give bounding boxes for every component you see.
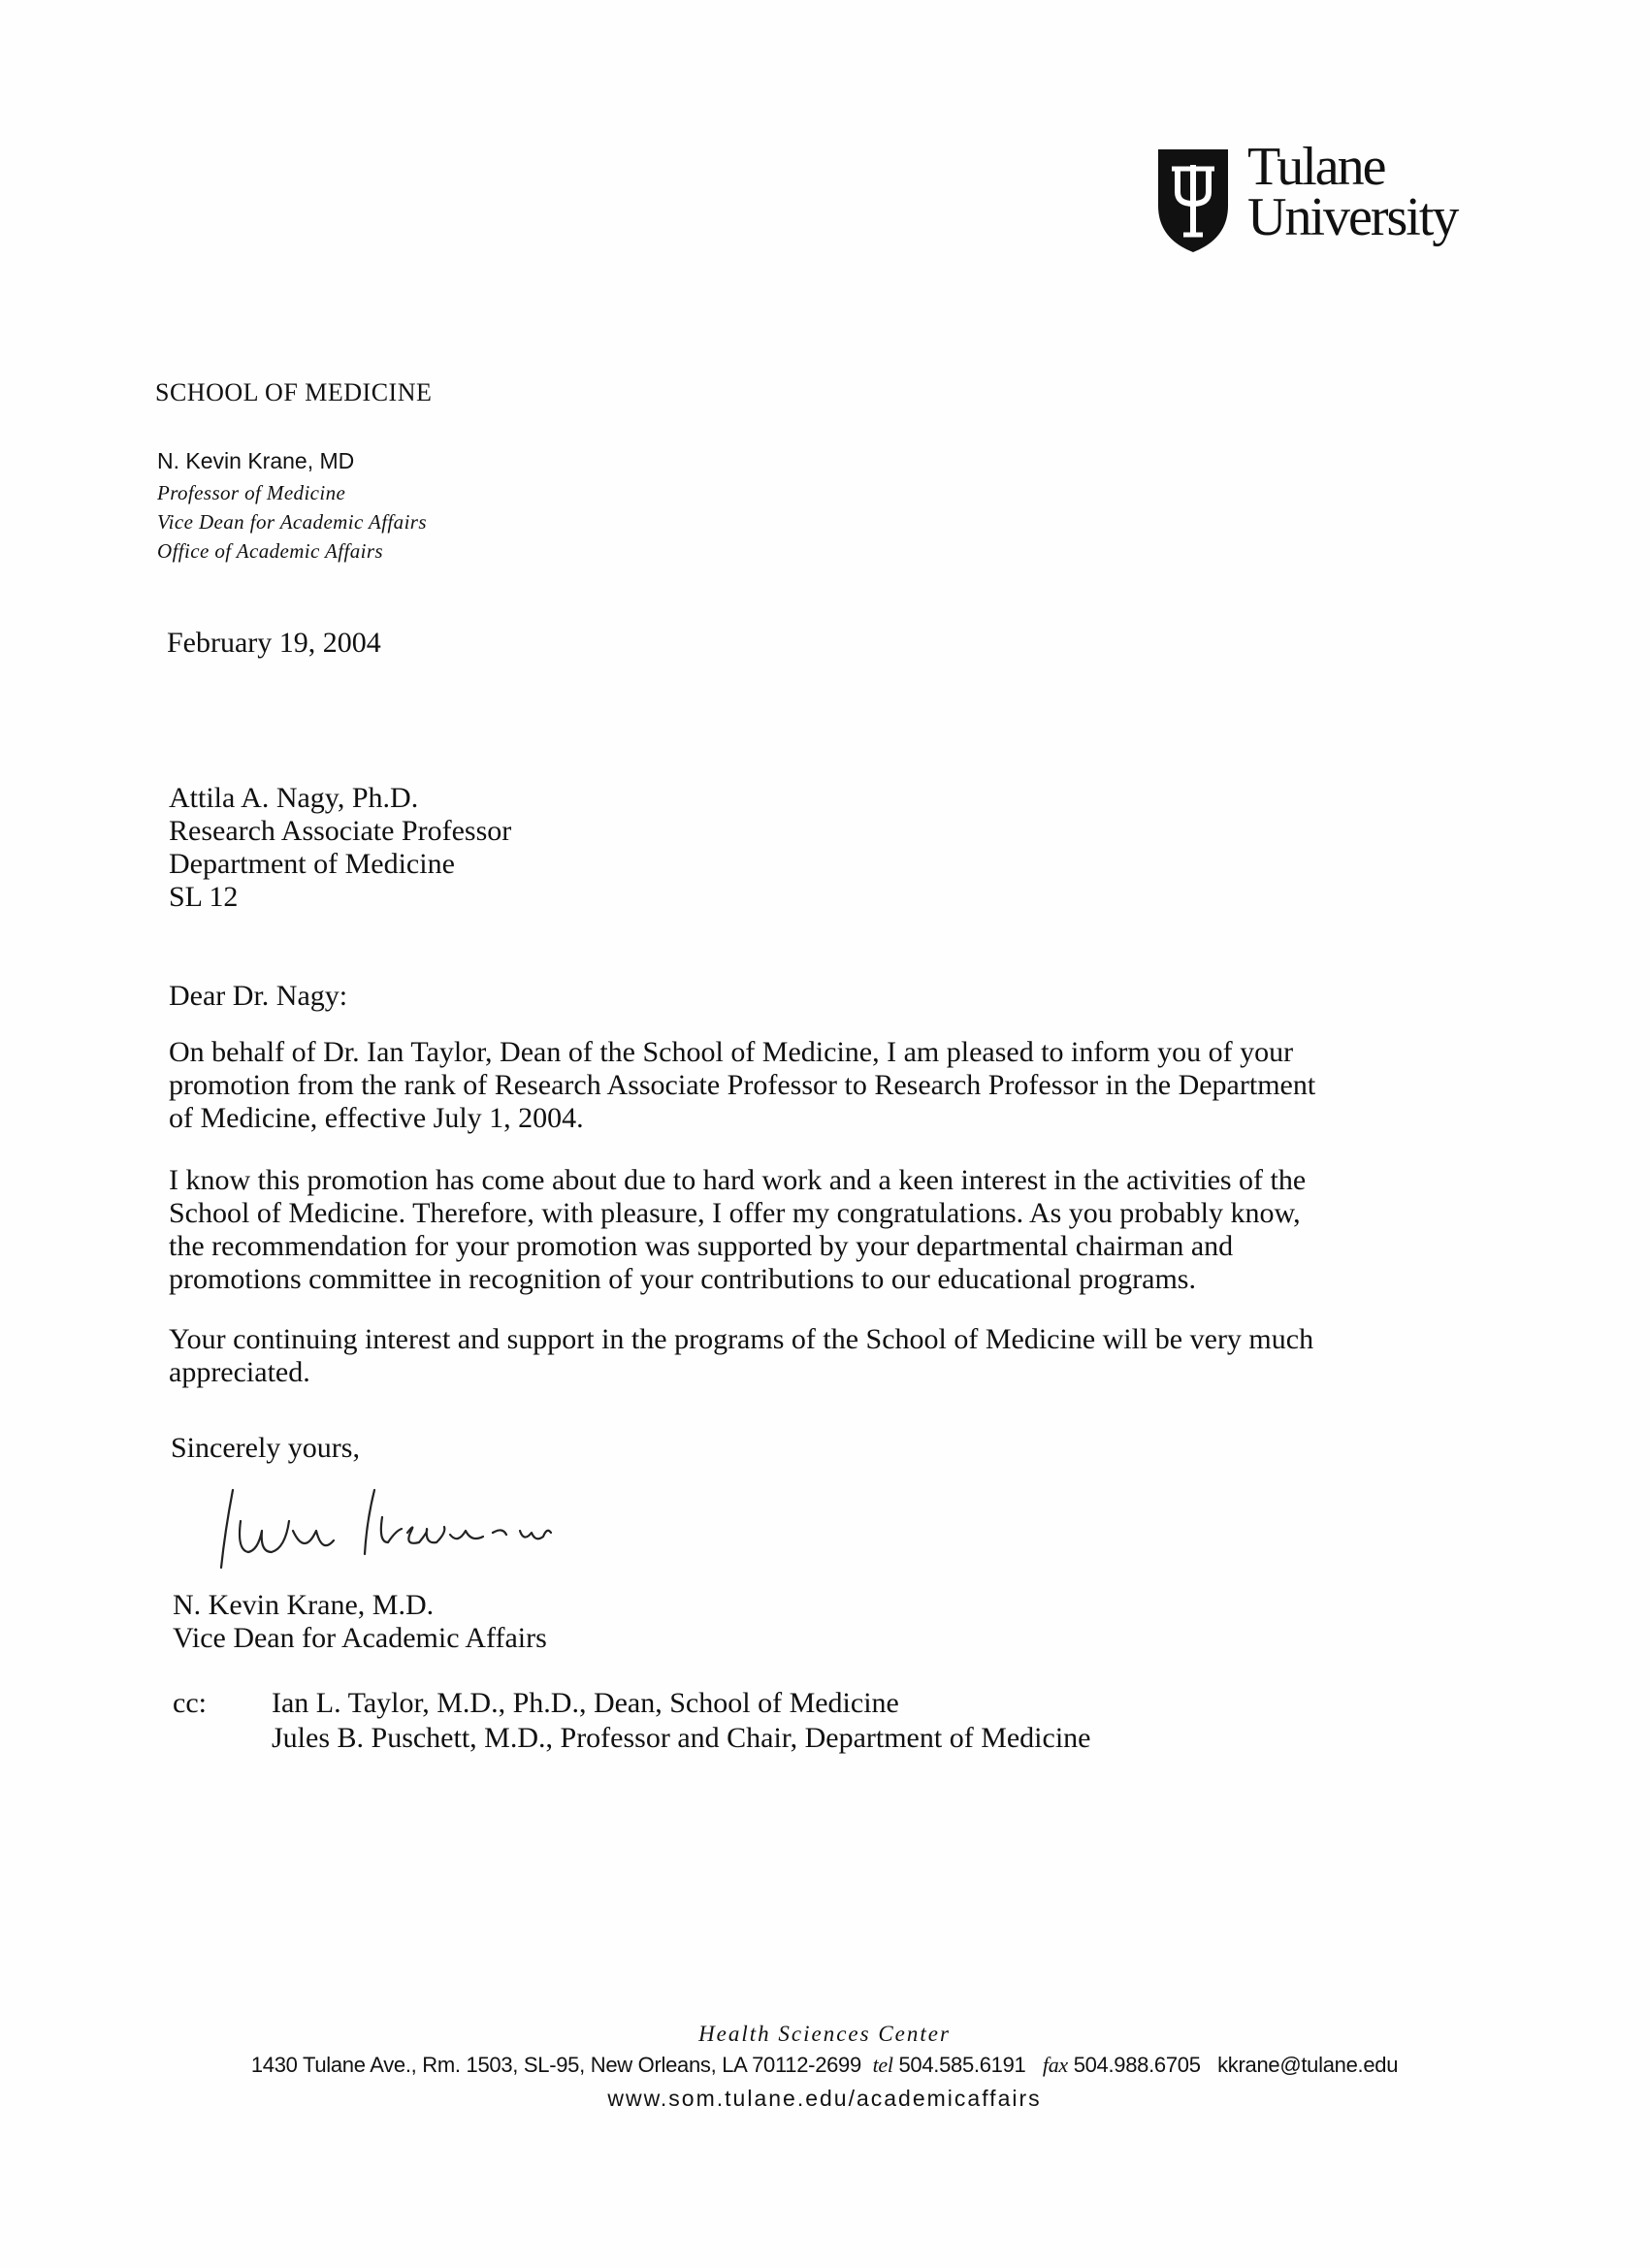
- body-line: On behalf of Dr. Ian Taylor, Dean of the School of Medicine, I am pleased to inform you of your: [169, 1036, 1294, 1068]
- sender-title: Office of Academic Affairs: [157, 539, 384, 563]
- sender-block: [157, 448, 427, 566]
- body-paragraph-2: [169, 1164, 1469, 1296]
- body-line: the recommendation for your promotion was supported by your departmental chairman and: [169, 1230, 1234, 1262]
- tulane-logo: [1154, 137, 1513, 268]
- footer-address: 1430 Tulane Ave., Rm. 1503, SL-95, New Orleans, LA 70112-2699: [250, 2053, 861, 2077]
- recipient-line: SL 12: [169, 881, 239, 913]
- footer-website[interactable]: www.som.tulane.edu/academicaffairs: [607, 2086, 1042, 2111]
- body-line: School of Medicine. Therefore, with pleasure, I offer my congratulations. As you probably know,: [169, 1197, 1301, 1229]
- body-paragraph-1: [169, 1036, 1469, 1135]
- handwritten-signature: [211, 1473, 638, 1579]
- signer-title: Vice Dean for Academic Affairs: [173, 1622, 547, 1654]
- body-line: promotions committee in recognition of your contributions to our educational programs.: [169, 1263, 1196, 1295]
- recipient-line: Attila A. Nagy, Ph.D.: [169, 782, 419, 814]
- footer-center-name: Health Sciences Center: [698, 2022, 951, 2046]
- footer-contact: [0, 2053, 1649, 2078]
- recipient-address: [169, 782, 511, 914]
- body-line: I know this promotion has come about due to hard work and a keen interest in the activities of the: [169, 1164, 1307, 1196]
- body-line: appreciated.: [169, 1356, 310, 1388]
- recipient-line: Research Associate Professor: [169, 815, 512, 847]
- body-line: promotion from the rank of Research Associate Professor to Research Professor in the Department: [169, 1069, 1316, 1101]
- sender-title: Vice Dean for Academic Affairs: [157, 510, 427, 534]
- signer-block: [173, 1589, 547, 1655]
- cc-label: cc:: [173, 1687, 207, 1719]
- footer-fax: 504.988.6705: [1073, 2053, 1201, 2077]
- recipient-line: Department of Medicine: [169, 848, 455, 880]
- letter-date: February 19, 2004: [167, 627, 381, 659]
- salutation: Dear Dr. Nagy:: [169, 980, 348, 1012]
- cc-list: [272, 1686, 1090, 1756]
- footer-tel-label: tel: [872, 2053, 893, 2077]
- footer-fax-label: fax: [1042, 2053, 1068, 2077]
- footer-tel: 504.585.6191: [898, 2053, 1026, 2077]
- letter-footer: [0, 2022, 1649, 2112]
- body-paragraph-3: [169, 1323, 1469, 1389]
- school-name: SCHOOL OF MEDICINE: [155, 378, 433, 406]
- signer-name: N. Kevin Krane, M.D.: [173, 1589, 435, 1621]
- cc-recipient: Ian L. Taylor, M.D., Ph.D., Dean, School of Medicine: [272, 1687, 899, 1719]
- footer-email[interactable]: kkrane@tulane.edu: [1217, 2053, 1399, 2077]
- university-wordmark: [1247, 137, 1458, 247]
- closing: Sincerely yours,: [171, 1432, 360, 1464]
- wordmark-line2: University: [1247, 187, 1458, 247]
- tulane-shield-icon: [1154, 146, 1232, 254]
- wordmark-line1: Tulane: [1247, 137, 1385, 197]
- body-line: Your continuing interest and support in the programs of the School of Medicine will be very much: [169, 1323, 1314, 1355]
- cc-recipient: Jules B. Puschett, M.D., Professor and Chair, Department of Medicine: [272, 1722, 1091, 1754]
- sender-name: N. Kevin Krane, MD: [157, 448, 355, 473]
- sender-title: Professor of Medicine: [157, 481, 346, 504]
- body-line: of Medicine, effective July 1, 2004.: [169, 1102, 584, 1134]
